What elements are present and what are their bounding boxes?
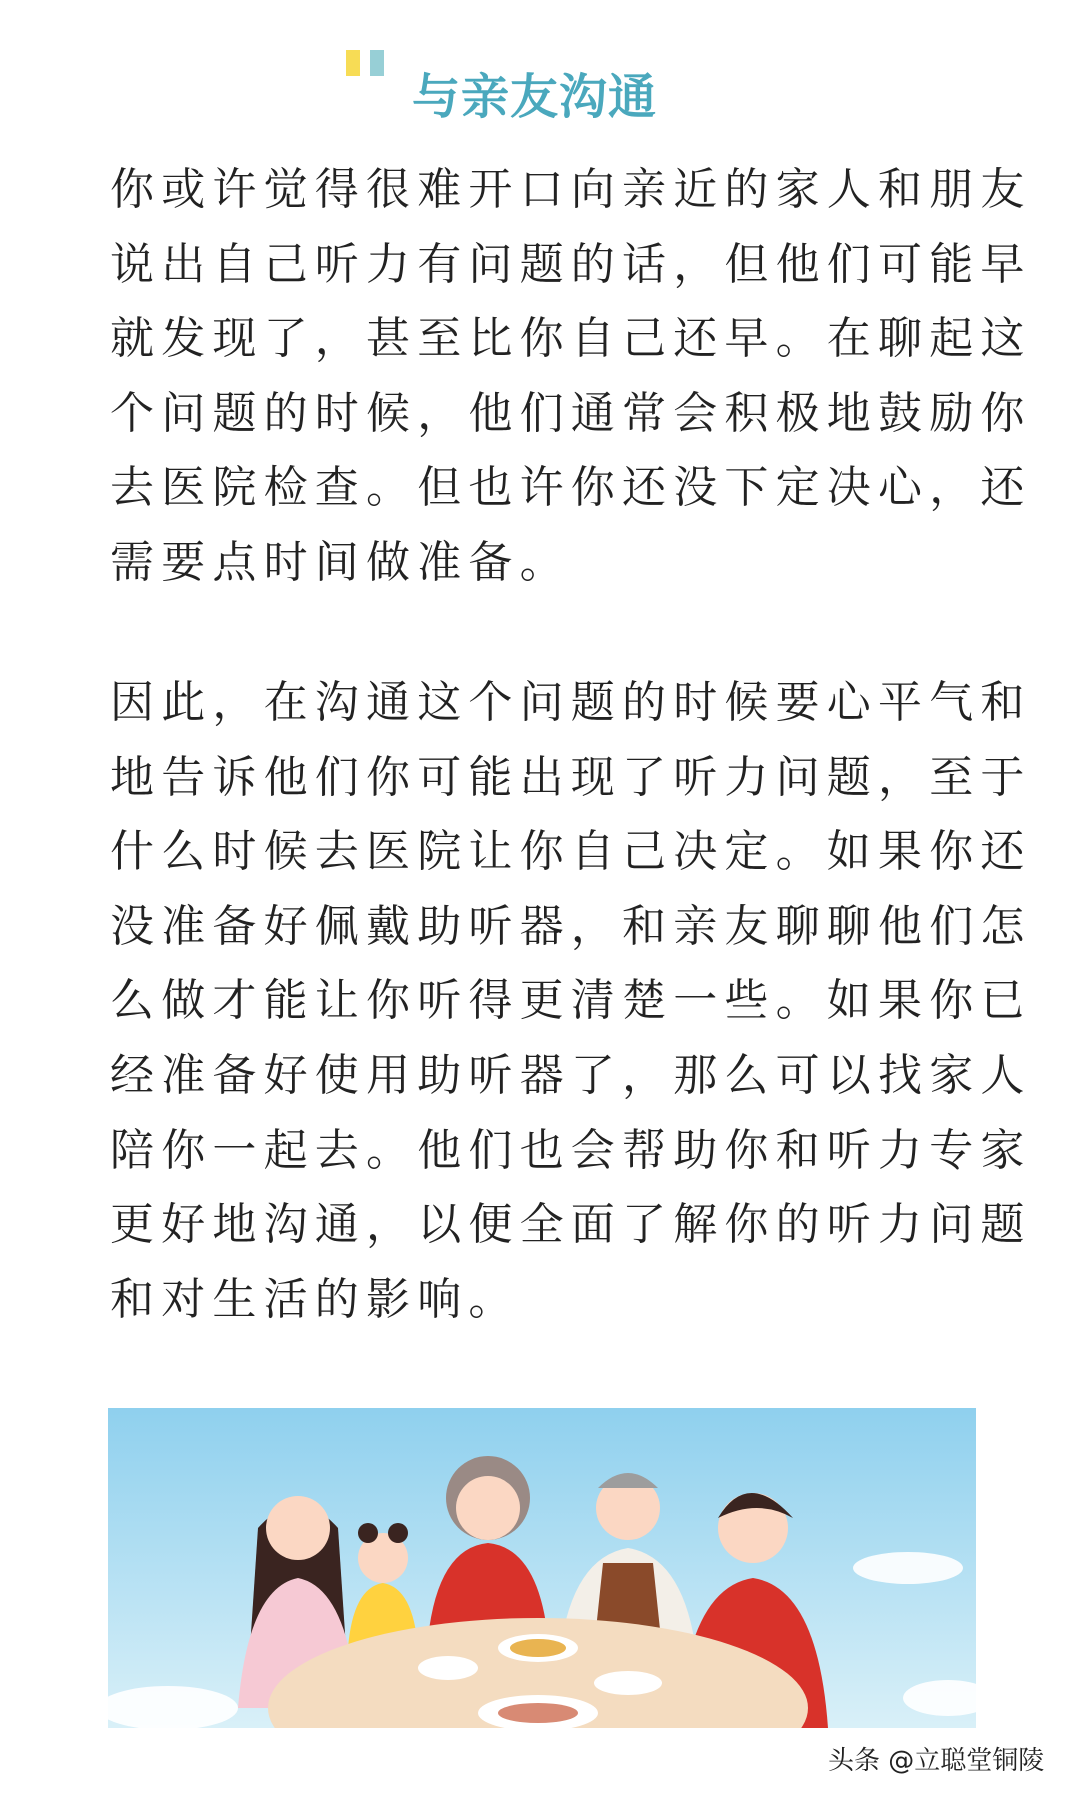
text-line: 去医院检查。但也许你还没下定决心，还	[110, 462, 1032, 514]
text-line: 和对生活的影响。	[110, 1273, 520, 1325]
text-line: 需要点时间做准备。	[110, 536, 571, 588]
section-title: 与亲友沟通	[412, 69, 658, 125]
text-line: 地告诉他们你可能出现了听力问题，至于	[110, 751, 1032, 803]
text-line: 你或许觉得很难开口向亲近的家人和朋友	[110, 164, 1032, 215]
text-line: 什么时候去医院让你自己决定。如果你还	[110, 826, 1032, 878]
text-line: 更好地沟通，以便全面了解你的听力问题	[110, 1199, 1032, 1251]
text-line: 就发现了，甚至比你自己还早。在聊起这	[110, 313, 1032, 365]
family-dinner-illustration	[108, 1408, 976, 1728]
text-line: 个问题的时候，他们通常会积极地鼓励你	[110, 387, 1032, 439]
text-line: 经准备好使用助听器了，那么可以找家人	[110, 1049, 1032, 1101]
text-line: 说出自己听力有问题的话，但他们可能早	[110, 238, 1032, 290]
paragraph-1	[110, 153, 1032, 601]
text-line: 因此，在沟通这个问题的时候要心平气和	[110, 677, 1032, 728]
watermark: 头条 @立聪堂铜陵	[828, 1746, 1045, 1776]
paragraph-2	[110, 666, 1032, 1337]
accent-bar-teal	[370, 50, 384, 76]
accent-bar-yellow	[346, 50, 360, 76]
text-line: 没准备好佩戴助听器，和亲友聊聊他们怎	[110, 900, 1032, 952]
text-line: 么做才能让你听得更清楚一些。如果你已	[110, 975, 1032, 1027]
text-line: 陪你一起去。他们也会帮助你和听力专家	[110, 1124, 1032, 1176]
